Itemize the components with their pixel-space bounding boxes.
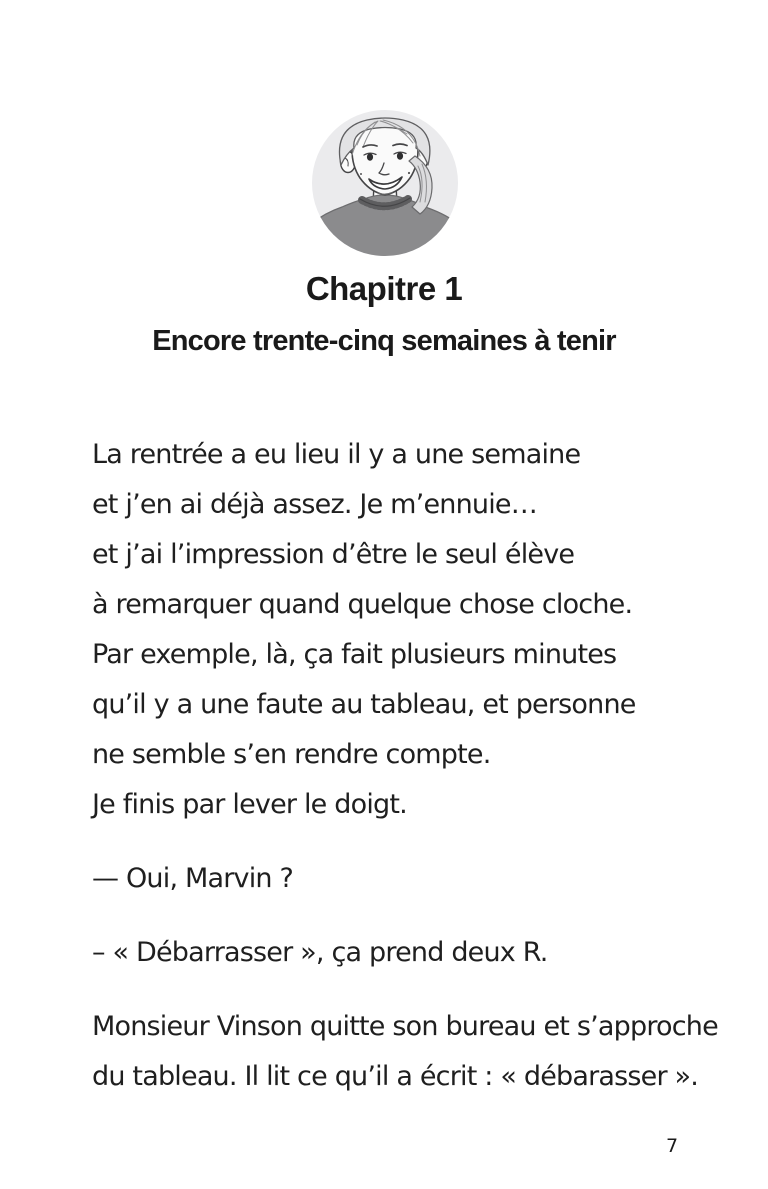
story-line: ne semble s’en rendre compte. [92,739,491,770]
story-line: qu’il y a une faute au tableau, et personne [92,689,636,720]
chapter-title: Chapitre 1 [305,270,463,307]
story-line: Par exemple, là, ça fait plusieurs minutes [92,639,617,670]
story-line: Monsieur Vinson quitte son bureau et s’approche [92,1011,718,1042]
story-line: et j’en ai déjà assez. Je m’ennuie… [92,489,537,520]
child-portrait-icon [312,110,458,256]
story-line: La rentrée a eu lieu il y a une semaine [92,439,581,470]
story-line: à remarquer quand quelque chose cloche. [92,589,633,620]
chapter-avatar [312,110,458,256]
story-line: — Oui, Marvin ? [92,863,294,894]
story-line: – « Débarrasser », ça prend deux R. [92,937,548,968]
story-line: et j’ai l’impression d’être le seul élève [92,539,575,570]
story-line: du tableau. Il lit ce qu’il a écrit : « débarasser ». [92,1061,699,1092]
paragraph [92,928,712,978]
paragraph [92,430,712,830]
chapter-subtitle: Encore trente-cinq semaines à tenir [152,325,616,357]
paragraph [92,854,712,904]
story-line: Je finis par lever le doigt. [92,789,407,820]
page-number: 7 [665,1135,679,1157]
paragraph [92,1002,718,1102]
story-text [92,430,718,1102]
